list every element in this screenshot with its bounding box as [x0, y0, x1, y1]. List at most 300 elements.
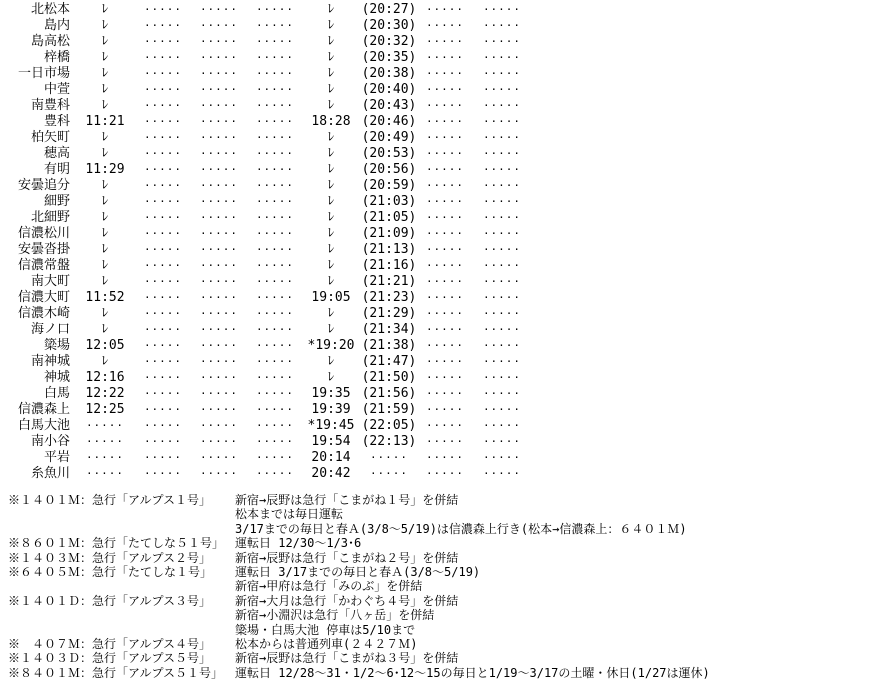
time-cell: 12:22: [85, 386, 125, 401]
time-cell: 19:39: [311, 402, 351, 417]
time-cell: ·····: [255, 323, 295, 336]
time-cell: ·····: [143, 51, 183, 64]
time-cell: ·····: [255, 259, 295, 272]
station-row: [0, 274, 880, 290]
time-cell: ﾚ: [101, 306, 109, 321]
time-cell: ·····: [199, 371, 239, 384]
time-cell: ·····: [255, 451, 295, 464]
time-cell: ·····: [143, 371, 183, 384]
time-cell: (21:47): [361, 354, 417, 369]
station-row: [0, 338, 880, 354]
time-cell: ·····: [143, 339, 183, 352]
time-cell: ·····: [143, 419, 183, 432]
time-cell: ·····: [255, 147, 295, 160]
station-name: 信濃森上: [17, 402, 70, 417]
time-cell: (20:56): [361, 162, 417, 177]
time-cell: ·····: [482, 147, 522, 160]
time-cell: ·····: [482, 163, 522, 176]
time-cell: ·····: [143, 115, 183, 128]
time-cell: ﾚ: [101, 210, 109, 225]
time-cell: ·····: [255, 355, 295, 368]
time-cell: ·····: [199, 115, 239, 128]
time-cell: ·····: [199, 211, 239, 224]
time-cell: 20:42: [311, 466, 351, 481]
time-cell: ·····: [482, 115, 522, 128]
time-cell: ·····: [482, 451, 522, 464]
station-name: 信濃常盤: [17, 258, 70, 273]
time-cell: ·····: [199, 419, 239, 432]
time-cell: ﾚ: [327, 178, 335, 193]
time-cell: ﾚ: [101, 354, 109, 369]
note-text: 新宿→辰野は急行「こまがね３号」を併結: [235, 651, 459, 666]
time-cell: ﾚ: [327, 306, 335, 321]
time-cell: ·····: [425, 467, 465, 480]
time-cell: ·····: [425, 307, 465, 320]
time-cell: ﾚ: [101, 242, 109, 257]
time-cell: (21:50): [361, 370, 417, 385]
time-cell: ·····: [425, 291, 465, 304]
time-cell: 11:29: [85, 162, 125, 177]
time-cell: 18:28: [311, 114, 351, 129]
time-cell: (21:38): [361, 338, 417, 353]
time-cell: 11:52: [85, 290, 125, 305]
time-cell: ·····: [255, 163, 295, 176]
time-cell: ·····: [425, 195, 465, 208]
time-cell: ﾚ: [101, 258, 109, 273]
station-name: 安曇沓掛: [17, 242, 70, 257]
time-cell: ﾚ: [327, 354, 335, 369]
time-cell: ·····: [199, 195, 239, 208]
time-cell: ﾚ: [327, 66, 335, 81]
time-cell: ·····: [482, 243, 522, 256]
time-cell: ﾚ: [101, 322, 109, 337]
time-cell: ·····: [482, 131, 522, 144]
time-cell: ·····: [425, 163, 465, 176]
station-name: 柏矢町: [30, 130, 70, 145]
note-train-label: ※６４０５Ｍ：急行「たてしな１号」: [8, 564, 213, 579]
station-row: [0, 98, 880, 114]
station-name: 信濃松川: [17, 226, 70, 241]
time-cell: ·····: [369, 451, 409, 464]
time-cell: 19:35: [311, 386, 351, 401]
station-name: 有明: [43, 162, 70, 177]
time-cell: (21:16): [361, 258, 417, 273]
note-train-label: ※８４０１Ｍ：急行「アルプス５１号」: [8, 665, 224, 680]
time-cell: ·····: [199, 19, 239, 32]
time-cell: ·····: [425, 211, 465, 224]
timetable: [0, 2, 880, 482]
time-cell: (20:59): [361, 178, 417, 193]
station-name: 梓橋: [43, 50, 70, 65]
station-row: [0, 258, 880, 274]
note-text: 運転日 12/28～31・1/2～6･12～15の毎日と1/19～3/17の土曜・休日(1/27は運休): [235, 665, 710, 680]
note-text: 新宿→大月は急行「かわぐち４号」を併結: [235, 593, 459, 608]
time-cell: ·····: [255, 291, 295, 304]
time-cell: ·····: [143, 435, 183, 448]
time-cell: ·····: [255, 195, 295, 208]
time-cell: ·····: [143, 3, 183, 16]
note-text: 新宿→小淵沢は急行「八ヶ岳」を併結: [235, 608, 435, 623]
time-cell: ·····: [255, 115, 295, 128]
time-cell: 19:54: [311, 434, 351, 449]
time-cell: ﾚ: [327, 130, 335, 145]
time-cell: ·····: [255, 307, 295, 320]
time-cell: ·····: [482, 419, 522, 432]
time-cell: ·····: [199, 259, 239, 272]
time-cell: ﾚ: [327, 162, 335, 177]
time-cell: (20:40): [361, 82, 417, 97]
time-cell: ·····: [143, 451, 183, 464]
time-cell: ·····: [425, 339, 465, 352]
time-cell: ·····: [85, 451, 125, 464]
time-cell: ﾚ: [327, 258, 335, 273]
time-cell: ·····: [199, 403, 239, 416]
time-cell: ·····: [482, 355, 522, 368]
time-cell: ·····: [255, 387, 295, 400]
time-cell: ·····: [425, 371, 465, 384]
time-cell: ·····: [482, 67, 522, 80]
time-cell: ·····: [425, 435, 465, 448]
note-train-label: ※ ４０７Ｍ：急行「アルプス４号」: [8, 636, 212, 651]
time-cell: 12:25: [85, 402, 125, 417]
time-cell: ·····: [255, 179, 295, 192]
time-cell: 12:05: [85, 338, 125, 353]
time-cell: ·····: [425, 275, 465, 288]
time-cell: ﾚ: [101, 2, 109, 17]
time-cell: (21:34): [361, 322, 417, 337]
station-row: [0, 434, 880, 450]
time-cell: ﾚ: [327, 322, 335, 337]
time-cell: ·····: [199, 83, 239, 96]
time-cell: ·····: [143, 163, 183, 176]
time-cell: ·····: [255, 403, 295, 416]
time-cell: ﾚ: [327, 50, 335, 65]
station-row: [0, 370, 880, 386]
station-row: [0, 146, 880, 162]
time-cell: (20:35): [361, 50, 417, 65]
station-name: 穂高: [43, 146, 70, 161]
time-cell: (21:05): [361, 210, 417, 225]
time-cell: ·····: [482, 307, 522, 320]
station-row: [0, 178, 880, 194]
time-cell: (20:32): [361, 34, 417, 49]
time-cell: ·····: [425, 83, 465, 96]
time-cell: ·····: [425, 451, 465, 464]
station-row: [0, 290, 880, 306]
note-text: 新宿→辰野は急行「こまがね２号」を併結: [235, 550, 459, 565]
station-name: 信濃大町: [17, 290, 70, 305]
time-cell: ·····: [425, 419, 465, 432]
time-cell: ·····: [482, 435, 522, 448]
time-cell: ﾚ: [101, 274, 109, 289]
time-cell: ·····: [482, 291, 522, 304]
time-cell: ·····: [199, 467, 239, 480]
time-cell: ﾚ: [101, 34, 109, 49]
station-name: 南大町: [30, 274, 70, 289]
time-cell: ﾚ: [327, 98, 335, 113]
time-cell: ·····: [85, 467, 125, 480]
station-name: 簗場: [43, 338, 70, 353]
station-row: [0, 402, 880, 418]
time-cell: ·····: [425, 67, 465, 80]
station-name: 豊科: [43, 114, 70, 129]
time-cell: ·····: [199, 387, 239, 400]
time-cell: ·····: [482, 323, 522, 336]
time-cell: ·····: [199, 227, 239, 240]
time-cell: ·····: [255, 371, 295, 384]
time-cell: ·····: [425, 99, 465, 112]
time-cell: ·····: [255, 275, 295, 288]
time-cell: ·····: [255, 243, 295, 256]
station-name: 島内: [43, 18, 70, 33]
time-cell: ·····: [199, 307, 239, 320]
time-cell: ·····: [143, 147, 183, 160]
note-train-label: ※１４０１Ｍ：急行「アルプス１号」: [8, 493, 212, 507]
time-cell: ﾚ: [327, 34, 335, 49]
station-row: [0, 354, 880, 370]
time-cell: 12:16: [85, 370, 125, 385]
time-cell: ﾚ: [101, 226, 109, 241]
time-cell: ·····: [425, 243, 465, 256]
time-cell: ﾚ: [101, 178, 109, 193]
time-cell: ·····: [482, 3, 522, 16]
time-cell: (21:21): [361, 274, 417, 289]
time-cell: ·····: [143, 355, 183, 368]
time-cell: ﾚ: [101, 130, 109, 145]
station-name: 北細野: [30, 210, 70, 225]
time-cell: ·····: [143, 467, 183, 480]
time-cell: 11:21: [85, 114, 125, 129]
note-train-label: ※８６０１Ｍ：急行「たてしな５１号」: [8, 536, 225, 551]
time-cell: ﾚ: [101, 66, 109, 81]
time-cell: ·····: [255, 339, 295, 352]
time-cell: ·····: [143, 243, 183, 256]
note-text: 新宿→辰野は急行「こまがね１号」を併結: [235, 493, 459, 507]
note-text: 運転日 12/30～1/3･6: [235, 536, 362, 551]
time-cell: ·····: [143, 307, 183, 320]
time-cell: ﾚ: [327, 146, 335, 161]
time-cell: ·····: [482, 339, 522, 352]
time-cell: ﾚ: [101, 194, 109, 209]
station-name: 安曇追分: [17, 178, 70, 193]
time-cell: ·····: [199, 35, 239, 48]
time-cell: ·····: [425, 323, 465, 336]
time-cell: ·····: [425, 3, 465, 16]
time-cell: ·····: [425, 147, 465, 160]
time-cell: ·····: [482, 83, 522, 96]
note-train-label: ※１４０３Ｍ：急行「アルプス２号」: [8, 550, 212, 565]
time-cell: ·····: [143, 83, 183, 96]
station-name: 北松本: [30, 2, 70, 17]
time-cell: (21:59): [361, 402, 417, 417]
station-row: [0, 322, 880, 338]
time-cell: ·····: [199, 3, 239, 16]
station-name: 白馬: [43, 386, 70, 401]
note-text: 簗場・白馬大池 停車は5/10まで: [235, 622, 416, 637]
time-cell: ·····: [143, 19, 183, 32]
time-cell: ·····: [425, 115, 465, 128]
time-cell: ·····: [482, 195, 522, 208]
station-name: 細野: [43, 194, 70, 209]
time-cell: ·····: [482, 387, 522, 400]
time-cell: ·····: [199, 131, 239, 144]
time-cell: ·····: [199, 291, 239, 304]
note-text: 運転日 3/17までの毎日と春Ａ(3/8～5/19): [235, 564, 481, 579]
time-cell: ·····: [143, 99, 183, 112]
time-cell: ·····: [255, 19, 295, 32]
time-cell: ·····: [425, 227, 465, 240]
time-cell: 19:05: [311, 290, 351, 305]
station-name: 一日市場: [17, 66, 70, 81]
time-cell: ·····: [425, 179, 465, 192]
time-cell: ·····: [143, 323, 183, 336]
time-cell: ﾚ: [327, 226, 335, 241]
time-cell: ·····: [199, 179, 239, 192]
station-row: [0, 162, 880, 178]
note-train-label: ※１４０３Ｄ：急行「アルプス５号」: [8, 651, 212, 666]
time-cell: ﾚ: [327, 242, 335, 257]
time-cell: ·····: [143, 131, 183, 144]
time-cell: ·····: [369, 467, 409, 480]
time-cell: ·····: [143, 179, 183, 192]
time-cell: (20:43): [361, 98, 417, 113]
time-cell: ·····: [199, 355, 239, 368]
time-cell: ·····: [255, 3, 295, 16]
station-row: [0, 210, 880, 226]
time-cell: ·····: [255, 51, 295, 64]
station-name: 南小谷: [30, 434, 70, 449]
station-row: [0, 130, 880, 146]
time-cell: ·····: [199, 275, 239, 288]
time-cell: ﾚ: [327, 18, 335, 33]
time-cell: (20:46): [361, 114, 417, 129]
station-row: [0, 466, 880, 482]
station-name: 海ノ口: [30, 322, 70, 337]
time-cell: ·····: [255, 83, 295, 96]
time-cell: ·····: [143, 275, 183, 288]
time-cell: ·····: [143, 291, 183, 304]
time-cell: (22:05): [361, 418, 417, 433]
time-cell: ·····: [199, 67, 239, 80]
time-cell: ·····: [143, 211, 183, 224]
time-cell: ·····: [199, 243, 239, 256]
time-cell: ·····: [143, 403, 183, 416]
time-cell: ·····: [199, 435, 239, 448]
time-cell: ·····: [482, 99, 522, 112]
time-cell: ·····: [255, 467, 295, 480]
station-row: [0, 114, 880, 130]
time-cell: ·····: [425, 355, 465, 368]
time-cell: ·····: [255, 227, 295, 240]
station-name: 白馬大池: [17, 418, 70, 433]
time-cell: (22:13): [361, 434, 417, 449]
time-cell: ·····: [255, 131, 295, 144]
time-cell: ·····: [143, 259, 183, 272]
time-cell: ·····: [425, 19, 465, 32]
time-cell: ·····: [482, 227, 522, 240]
time-cell: ·····: [482, 179, 522, 192]
station-name: 南神城: [30, 354, 70, 369]
time-cell: ﾚ: [327, 274, 335, 289]
time-cell: ·····: [143, 195, 183, 208]
time-cell: ·····: [143, 227, 183, 240]
time-cell: ·····: [143, 35, 183, 48]
station-row: [0, 450, 880, 466]
station-row: [0, 418, 880, 434]
station-row: [0, 306, 880, 322]
time-cell: *19:20: [307, 338, 355, 353]
time-cell: ·····: [482, 19, 522, 32]
time-cell: (21:23): [361, 290, 417, 305]
station-row: [0, 34, 880, 50]
station-row: [0, 194, 880, 210]
time-cell: ·····: [482, 35, 522, 48]
time-cell: ·····: [143, 67, 183, 80]
time-cell: ﾚ: [101, 18, 109, 33]
note-text: 新宿→甲府は急行「みのぶ」を併結: [235, 579, 423, 594]
time-cell: ﾚ: [101, 146, 109, 161]
station-row: [0, 242, 880, 258]
time-cell: ·····: [425, 131, 465, 144]
station-name: 神城: [43, 370, 70, 385]
note-text: 松本からは普通列車(２４２７Ｍ): [235, 636, 418, 651]
time-cell: ·····: [255, 67, 295, 80]
time-cell: (21:03): [361, 194, 417, 209]
time-cell: ·····: [425, 35, 465, 48]
time-cell: ·····: [482, 51, 522, 64]
station-name: 信濃木崎: [17, 306, 70, 321]
time-cell: ·····: [199, 163, 239, 176]
time-cell: ·····: [255, 419, 295, 432]
time-cell: ·····: [425, 259, 465, 272]
station-name: 中萱: [43, 82, 70, 97]
time-cell: ﾚ: [101, 82, 109, 97]
time-cell: ·····: [199, 51, 239, 64]
time-cell: (20:27): [361, 2, 417, 17]
time-cell: ·····: [255, 435, 295, 448]
time-cell: ·····: [85, 435, 125, 448]
time-cell: ·····: [255, 99, 295, 112]
station-name: 糸魚川: [30, 466, 70, 481]
station-row: [0, 82, 880, 98]
time-cell: ·····: [199, 451, 239, 464]
time-cell: ·····: [425, 51, 465, 64]
station-row: [0, 50, 880, 66]
time-cell: ﾚ: [327, 82, 335, 97]
station-row: [0, 66, 880, 82]
time-cell: ﾚ: [327, 194, 335, 209]
time-cell: ﾚ: [327, 2, 335, 17]
time-cell: ·····: [199, 99, 239, 112]
time-cell: (20:49): [361, 130, 417, 145]
time-cell: (21:09): [361, 226, 417, 241]
time-cell: (20:30): [361, 18, 417, 33]
note-train-label: ※１４０１Ｄ：急行「アルプス３号」: [8, 593, 212, 608]
time-cell: *19:45: [307, 418, 355, 433]
time-cell: ·····: [255, 211, 295, 224]
time-cell: ﾚ: [327, 210, 335, 225]
time-cell: ·····: [482, 211, 522, 224]
station-row: [0, 226, 880, 242]
time-cell: ·····: [199, 147, 239, 160]
station-name: 南豊科: [30, 98, 70, 113]
time-cell: (20:38): [361, 66, 417, 81]
station-row: [0, 18, 880, 34]
time-cell: ﾚ: [327, 370, 335, 385]
time-cell: ·····: [85, 419, 125, 432]
time-cell: ·····: [482, 275, 522, 288]
time-cell: (21:29): [361, 306, 417, 321]
